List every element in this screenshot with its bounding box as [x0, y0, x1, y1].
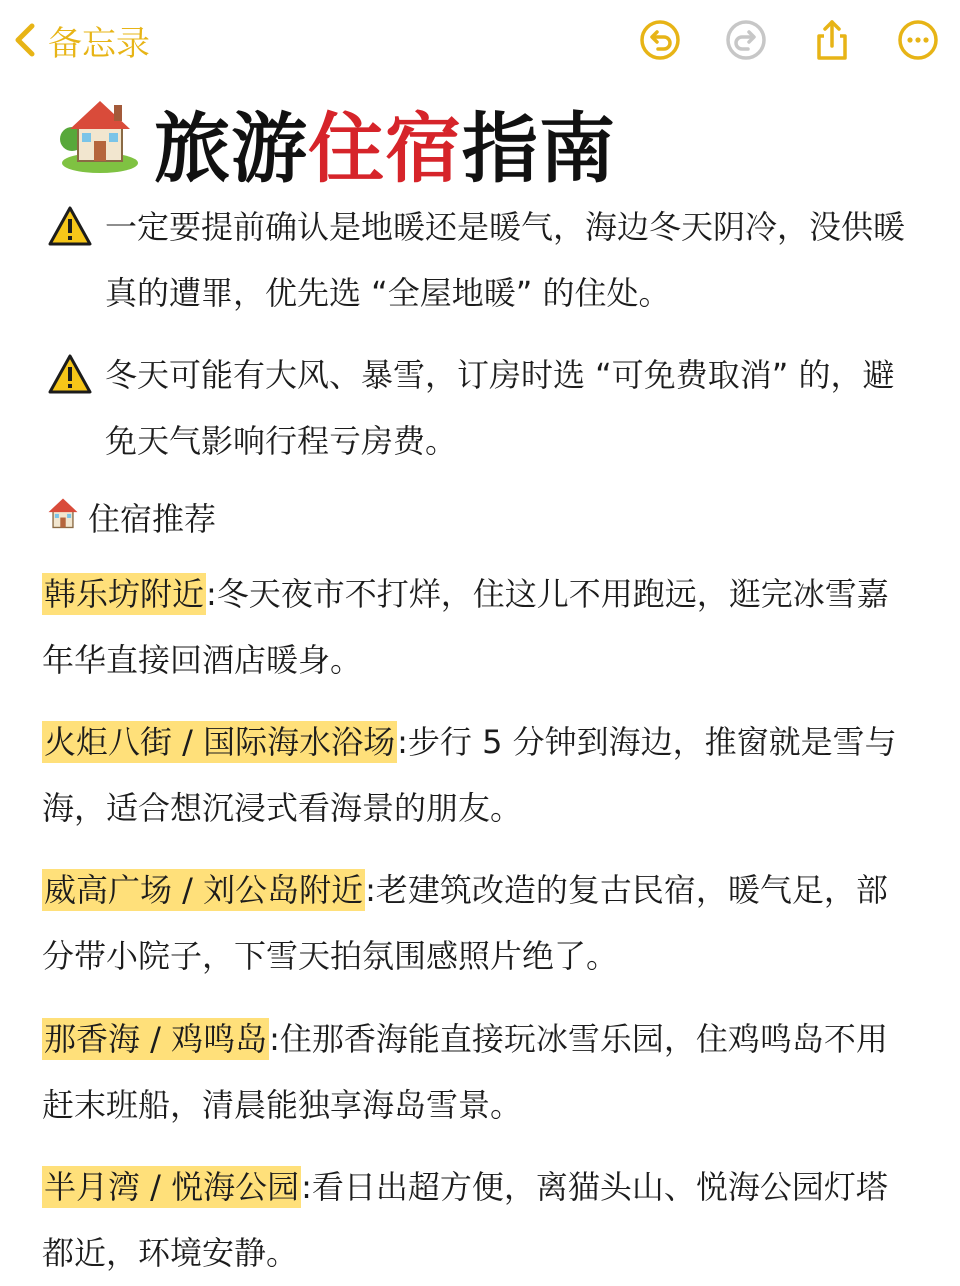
redo-icon	[724, 18, 768, 62]
title-text-1: 旅游	[154, 103, 308, 193]
note-2	[48, 342, 908, 474]
recommendation-item	[42, 709, 912, 841]
title-text-highlight: 住宿	[308, 103, 462, 193]
house-icon	[44, 494, 82, 540]
house-icon	[58, 91, 142, 193]
area-description: :冬天夜市不打烊，住这儿不用跑远，逛完冰雪嘉年华直接回酒店暖身。	[42, 575, 889, 679]
warning-icon	[48, 204, 92, 248]
area-name: 半月湾 / 悦海公园	[44, 1168, 300, 1206]
redo-button[interactable]	[724, 18, 768, 62]
recommendation-item	[42, 561, 912, 693]
undo-icon	[638, 18, 682, 62]
recommendation-item	[42, 1006, 912, 1138]
chevron-left-icon	[12, 20, 38, 60]
back-button[interactable]	[12, 18, 150, 62]
recommendation-item	[42, 857, 912, 989]
area-name: 威高广场 / 刘公岛附近	[44, 871, 364, 909]
area-description: :步行 5 分钟到海边，推窗就是雪与海，适合想沉浸式看海景的朋友。	[42, 723, 897, 827]
note-text: 冬天可能有大风、暴雪，订房时选 “可免费取消” 的，避免天气影响行程亏房费。	[105, 356, 895, 460]
share-icon	[810, 18, 854, 62]
area-name: 那香海 / 鸡鸣岛	[44, 1020, 268, 1058]
note-1	[48, 194, 908, 326]
page-title	[58, 94, 616, 193]
title-text-3: 指南	[462, 103, 616, 193]
note-text: 一定要提前确认是地暖还是暖气，海边冬天阴冷，没供暖真的遭罪，优先选 “全屋地暖” 的住处。	[105, 208, 906, 312]
recommendation-item	[42, 1154, 912, 1286]
area-name: 韩乐坊附近	[44, 575, 205, 613]
section-title: 住宿推荐	[88, 500, 217, 538]
undo-button[interactable]	[638, 18, 682, 62]
area-description: :看日出超方便，离猫头山、悦海公园灯塔都近，环境安静。	[42, 1168, 888, 1272]
section-heading	[44, 490, 216, 544]
more-icon	[896, 18, 940, 62]
area-description: :住那香海能直接玩冰雪乐园，住鸡鸣岛不用赶末班船，清晨能独享海岛雪景。	[42, 1020, 888, 1124]
more-button[interactable]	[896, 18, 940, 62]
area-description: :老建筑改造的复古民宿，暖气足，部分带小院子，下雪天拍氛围感照片绝了。	[42, 871, 888, 975]
warning-icon	[48, 352, 92, 396]
share-button[interactable]	[810, 18, 854, 62]
nav-bar	[0, 0, 960, 84]
area-name: 火炬八街 / 国际海水浴场	[44, 723, 396, 761]
back-label: 备忘录	[48, 23, 150, 64]
